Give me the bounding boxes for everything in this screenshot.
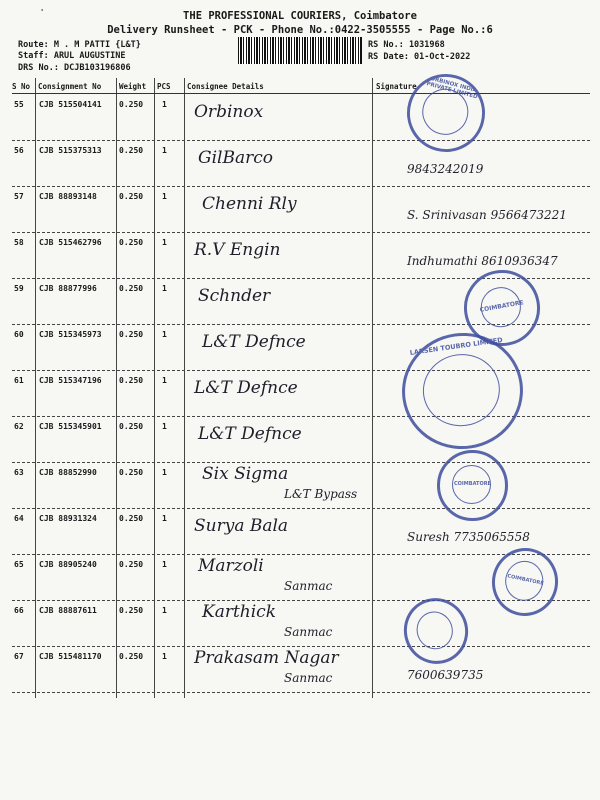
- row-signature: S. Srinivasan 9566473221: [407, 208, 567, 222]
- row-divider: [12, 692, 590, 693]
- row-weight: 0.250: [119, 238, 144, 247]
- row-divider: [12, 508, 590, 509]
- row-sno: 67: [14, 652, 24, 661]
- row-pcs: 1: [162, 376, 167, 385]
- row-consignment-no: CJB 515347196: [39, 376, 102, 385]
- col-weight: Weight: [119, 82, 147, 91]
- corner-mark: ': [40, 8, 45, 16]
- row-divider: [12, 186, 590, 187]
- rs-number: RS No.: 1031968: [368, 40, 445, 50]
- row-consignee: L&T Defnce: [202, 332, 306, 352]
- row-consignee-extra: Sanmac: [284, 625, 333, 639]
- row-consignee: L&T Defnce: [194, 378, 298, 398]
- row-weight: 0.250: [119, 514, 144, 523]
- row-pcs: 1: [162, 330, 167, 339]
- row-weight: 0.250: [119, 560, 144, 569]
- row-consignee: Surya Bala: [194, 516, 289, 536]
- company-stamp: [395, 589, 478, 673]
- row-pcs: 1: [162, 100, 167, 109]
- row-weight: 0.250: [119, 652, 144, 661]
- row-consignee-extra: Sanmac: [284, 671, 333, 685]
- company-title: THE PROFESSIONAL COURIERS, Coimbatore: [183, 10, 417, 22]
- row-weight: 0.250: [119, 146, 144, 155]
- row-sno: 60: [14, 330, 24, 339]
- row-pcs: 1: [162, 192, 167, 201]
- row-divider: [12, 140, 590, 141]
- row-consignee: Prakasam Nagar: [194, 648, 339, 668]
- row-divider: [12, 646, 590, 647]
- row-pcs: 1: [162, 652, 167, 661]
- col-sno: S No: [12, 82, 31, 91]
- row-pcs: 1: [162, 514, 167, 523]
- company-stamp: COIMBATORE: [437, 450, 508, 521]
- row-pcs: 1: [162, 468, 167, 477]
- row-signature: Suresh 7735065558: [407, 530, 530, 544]
- row-consignee-extra: Sanmac: [284, 579, 333, 593]
- col-signature: Signature: [376, 82, 417, 91]
- row-consignment-no: CJB 515345901: [39, 422, 102, 431]
- row-consignee: Marzoli: [198, 556, 264, 576]
- runsheet-table: [12, 75, 590, 698]
- row-consignee: Orbinox: [194, 102, 264, 122]
- row-sno: 56: [14, 146, 24, 155]
- row-pcs: 1: [162, 606, 167, 615]
- row-consignee-extra: L&T Bypass: [284, 487, 358, 501]
- row-consignee: Chenni Rly: [202, 194, 297, 214]
- row-weight: 0.250: [119, 376, 144, 385]
- drs-number: DRS No.: DCJB103196806: [18, 63, 131, 73]
- row-consignee: Six Sigma: [202, 464, 289, 484]
- row-weight: 0.250: [119, 606, 144, 615]
- row-pcs: 1: [162, 422, 167, 431]
- row-consignment-no: CJB 88931324: [39, 514, 97, 523]
- staff-label: Staff: ARUL AUGUSTINE: [18, 51, 126, 61]
- row-consignment-no: CJB 515504141: [39, 100, 102, 109]
- row-sno: 58: [14, 238, 24, 247]
- row-weight: 0.250: [119, 330, 144, 339]
- row-pcs: 1: [162, 284, 167, 293]
- row-sno: 61: [14, 376, 24, 385]
- rs-date: RS Date: 01-Oct-2022: [368, 52, 471, 62]
- company-stamp: COIMBATORE: [486, 542, 565, 622]
- row-consignment-no: CJB 515481170: [39, 652, 102, 661]
- row-sno: 66: [14, 606, 24, 615]
- company-stamp: LARSEN TOUBRO LIMITED: [395, 325, 531, 457]
- row-consignment-no: CJB 515375313: [39, 146, 102, 155]
- row-divider: [12, 462, 590, 463]
- row-sno: 63: [14, 468, 24, 477]
- row-consignee: Schnder: [198, 286, 271, 306]
- col-consignee: Consignee Details: [187, 82, 264, 91]
- row-consignment-no: CJB 88887611: [39, 606, 97, 615]
- row-signature: 7600639735: [407, 668, 484, 682]
- row-consignment-no: CJB 515345973: [39, 330, 102, 339]
- row-pcs: 1: [162, 560, 167, 569]
- row-sno: 59: [14, 284, 24, 293]
- row-consignment-no: CJB 88877996: [39, 284, 97, 293]
- row-signature: Indhumathi 8610936347: [407, 254, 558, 268]
- route-label: Route: M . M PATTI {L&T}: [18, 40, 141, 50]
- row-consignment-no: CJB 88893148: [39, 192, 97, 201]
- row-sno: 62: [14, 422, 24, 431]
- row-consignee: L&T Defnce: [198, 424, 302, 444]
- row-consignee: Karthick: [202, 602, 277, 622]
- row-sno: 57: [14, 192, 24, 201]
- row-weight: 0.250: [119, 422, 144, 431]
- row-weight: 0.250: [119, 100, 144, 109]
- company-stamp: ORBINOX INDIA PRIVATE LIMITED: [398, 65, 494, 161]
- row-sno: 55: [14, 100, 24, 109]
- row-divider: [12, 232, 590, 233]
- runsheet-subtitle: Delivery Runsheet - PCK - Phone No.:0422-3505555 - Page No.:6: [107, 24, 493, 36]
- row-sno: 65: [14, 560, 24, 569]
- barcode-image: [238, 37, 362, 64]
- col-pcs: PCS: [157, 82, 171, 91]
- row-consignment-no: CJB 88852990: [39, 468, 97, 477]
- company-stamp: COIMBATORE: [458, 264, 546, 352]
- row-pcs: 1: [162, 238, 167, 247]
- row-consignee: R.V Engin: [194, 240, 281, 260]
- row-consignment-no: CJB 88905240: [39, 560, 97, 569]
- row-signature: 9843242019: [407, 162, 484, 176]
- row-weight: 0.250: [119, 468, 144, 477]
- row-weight: 0.250: [119, 284, 144, 293]
- col-consignment: Consignment No: [38, 82, 102, 91]
- row-pcs: 1: [162, 146, 167, 155]
- row-consignment-no: CJB 515462796: [39, 238, 102, 247]
- row-consignee: GilBarco: [198, 148, 273, 168]
- row-sno: 64: [14, 514, 24, 523]
- row-weight: 0.250: [119, 192, 144, 201]
